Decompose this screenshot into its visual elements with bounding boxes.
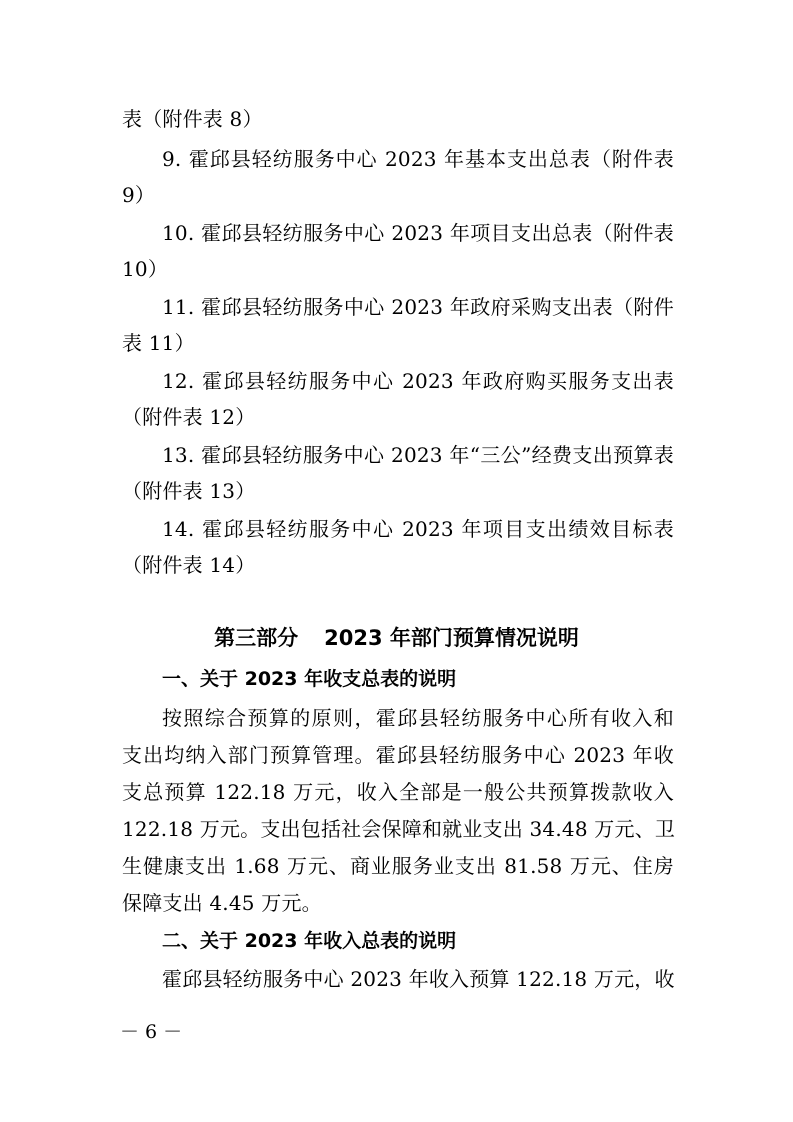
list-item-11: 11. 霍邱县轻纺服务中心 2023 年政府采购支出表（附件 — [162, 295, 674, 319]
list-item-10-cont: 10） — [122, 257, 169, 281]
section-part: 第三部分 — [214, 626, 299, 650]
list-item-13-cont: （附件表 13） — [122, 479, 256, 503]
list-item-9-cont: 9） — [122, 183, 156, 207]
list-line: 表（附件表 8） — [122, 107, 263, 131]
list-item-13: 13. 霍邱县轻纺服务中心 2023 年“三公”经费支出预算表 — [162, 443, 674, 467]
page-number: － 6 － — [120, 1021, 183, 1043]
list-item-14: 14. 霍邱县轻纺服务中心 2023 年项目支出绩效目标表 — [162, 517, 674, 541]
list-item-12-cont: （附件表 12） — [122, 405, 256, 429]
list-item-12: 12. 霍邱县轻纺服务中心 2023 年政府购买服务支出表 — [162, 369, 674, 393]
paragraph-line: 霍邱县轻纺服务中心 2023 年收入预算 122.18 万元，收 — [162, 967, 675, 991]
list-item-10: 10. 霍邱县轻纺服务中心 2023 年项目支出总表（附件表 — [162, 221, 674, 245]
section-heading — [0, 624, 793, 652]
section-title: 2023 年部门预算情况说明 — [324, 626, 579, 650]
list-item-14-cont: （附件表 14） — [122, 553, 256, 577]
paragraph-line: 按照综合预算的原则，霍邱县轻纺服务中心所有收入和 — [162, 706, 674, 730]
list-item-11-cont: 表 11） — [122, 331, 195, 355]
paragraph-line: 支出均纳入部门预算管理。霍邱县轻纺服务中心 2023 年收 — [122, 743, 674, 767]
subsection-heading-2: 二、关于 2023 年收入总表的说明 — [162, 930, 457, 952]
subsection-heading-1: 一、关于 2023 年收支总表的说明 — [162, 668, 457, 690]
paragraph-line: 支总预算 122.18 万元，收入全部是一般公共预算拨款收入 — [122, 780, 674, 804]
list-item-9: 9. 霍邱县轻纺服务中心 2023 年基本支出总表（附件表 — [162, 147, 674, 171]
paragraph-line: 保障支出 4.45 万元。 — [122, 891, 322, 915]
paragraph-line: 生健康支出 1.68 万元、商业服务业支出 81.58 万元、住房 — [122, 854, 674, 878]
paragraph-line: 122.18 万元。支出包括社会保障和就业支出 34.48 万元、卫 — [122, 817, 676, 841]
